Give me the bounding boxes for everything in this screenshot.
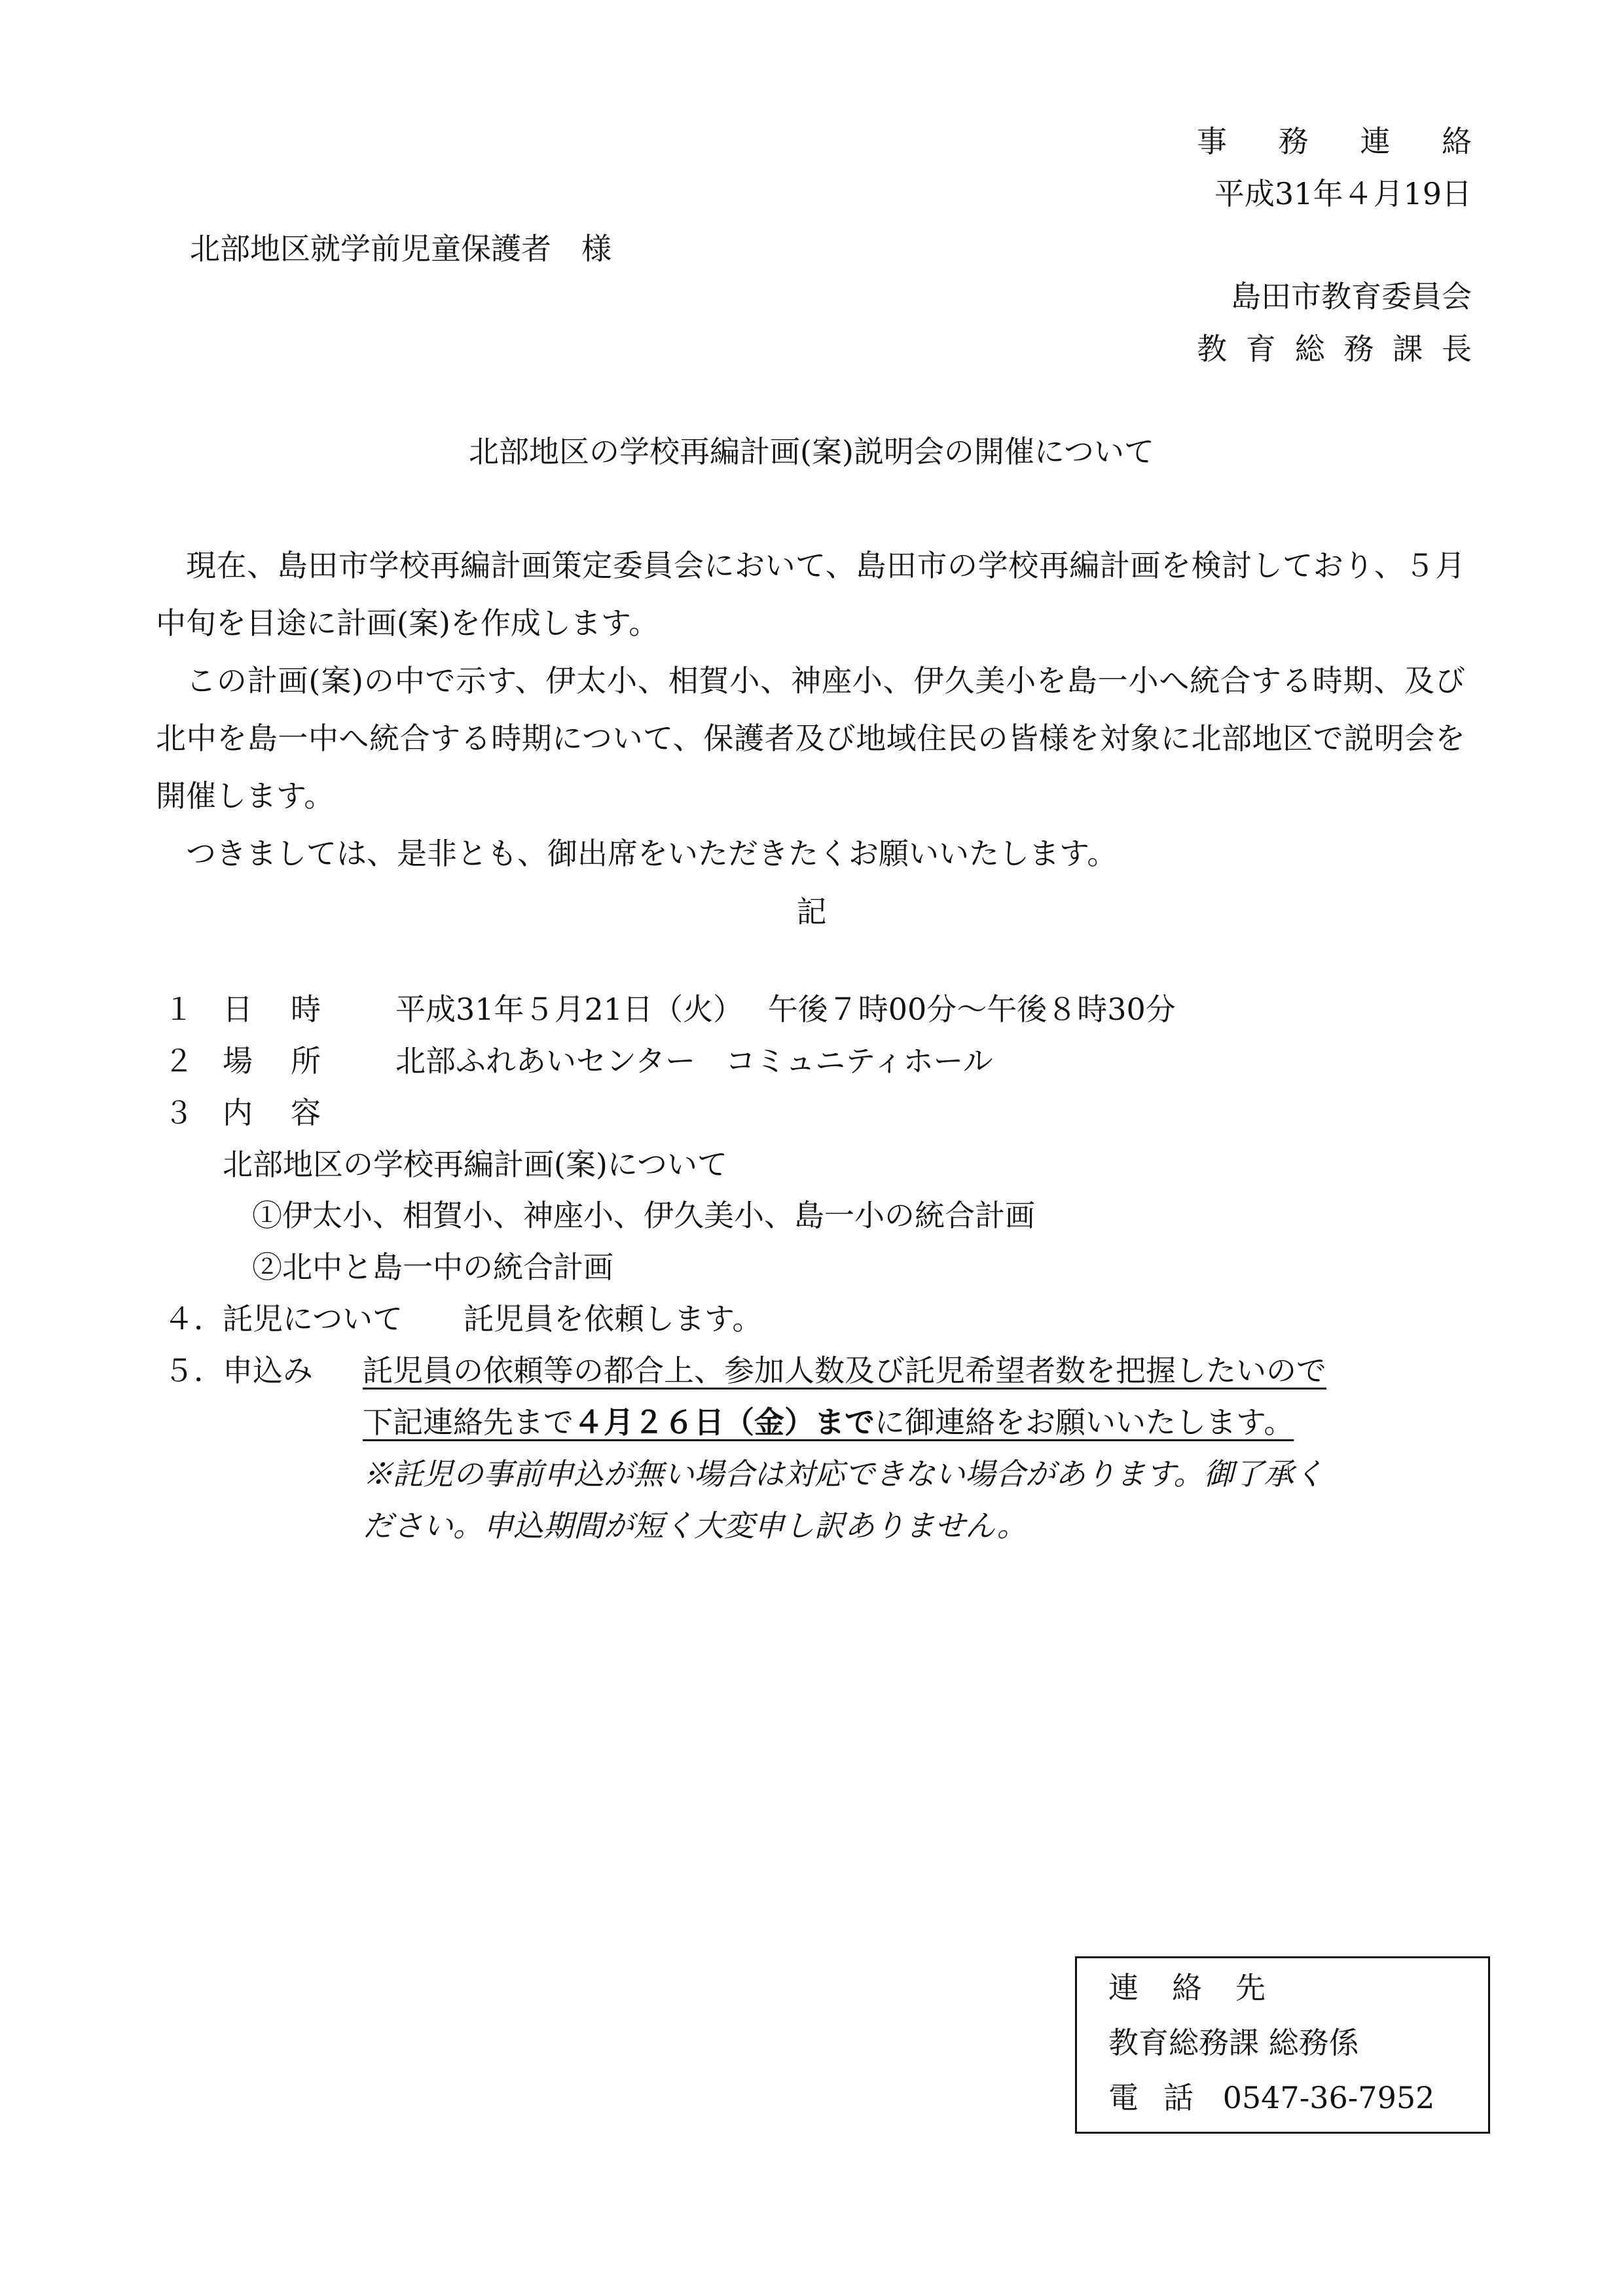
- deadline-date: ４月２６日（金）まで: [574, 1405, 875, 1440]
- item-number: ２: [164, 1043, 194, 1079]
- dept-char: 育: [1245, 331, 1276, 367]
- item-value: 平成31年５月21日（火） 午後７時00分～午後８時30分: [395, 992, 1176, 1027]
- dept-char: 総: [1294, 331, 1325, 367]
- doc-type-char: 連: [1360, 124, 1391, 159]
- body-text: [156, 537, 1465, 882]
- item-number: １: [164, 992, 194, 1027]
- item-label: [223, 1043, 321, 1079]
- body-paragraph: この計画(案)の中で示す、伊太小、相賀小、神座小、伊久美小を島一小へ統合する時期、及び北中を島一中へ統合する時期について、保護者及び地域住民の皆様を対象に北部地区で説明会を開催します。: [156, 663, 1465, 814]
- content-sub-2: ②北中と島一中の統合計画: [252, 1249, 613, 1285]
- phone-label-char: 電: [1108, 2080, 1139, 2115]
- contact-title-char: 絡: [1172, 1970, 1202, 2005]
- dept-char: 長: [1441, 331, 1472, 367]
- contact-box: [1075, 1956, 1490, 2134]
- deadline-suffix: に御連絡をお願いいたします。: [875, 1405, 1294, 1440]
- item-label: 託児について: [223, 1301, 403, 1336]
- phone-label: [1108, 2080, 1194, 2115]
- item-label: 申込み: [223, 1353, 313, 1388]
- content-sub-1: ①伊太小、相賀小、神座小、伊久美小、島一小の統合計画: [252, 1198, 1035, 1233]
- item-number: ３: [164, 1095, 194, 1130]
- label-char: 容: [291, 1095, 321, 1130]
- label-char: 場: [223, 1043, 253, 1079]
- item-label: [223, 992, 321, 1027]
- phone-label-char: 話: [1163, 2080, 1194, 2115]
- item-label: [223, 1095, 321, 1130]
- item-value: 北部ふれあいセンター コミュニティホール: [395, 1043, 993, 1079]
- body-paragraph: つきましては、是非とも、御出席をいただきたくお願いいたします。: [186, 836, 1118, 871]
- contact-title: [1108, 1970, 1266, 2005]
- body-paragraph: 現在、島田市学校再編計画策定委員会において、島田市の学校再編計画を検討しており、５月中旬を目途に計画(案)を作成します。: [156, 548, 1465, 641]
- item-value: 託児員を依頼します。: [464, 1301, 763, 1336]
- ki-heading: 記: [796, 894, 827, 929]
- contact-phone-row: [1108, 2080, 1435, 2115]
- label-char: 内: [223, 1095, 253, 1130]
- application-line-2: [363, 1405, 1294, 1440]
- document-title: 北部地区の学校再編計画(案)説明会の開催について: [469, 434, 1154, 469]
- contact-title-char: 先: [1235, 1970, 1266, 2005]
- addressee: 北部地区就学前児童保護者 様: [190, 231, 611, 266]
- item-number: ５．: [164, 1353, 224, 1388]
- label-char: 所: [291, 1043, 321, 1079]
- phone-number: 0547-36-7952: [1222, 2080, 1435, 2115]
- document-type: [1197, 124, 1472, 159]
- dept-char: 教: [1197, 331, 1227, 367]
- issuer-dept: [1197, 331, 1472, 367]
- label-char: 日: [223, 992, 253, 1027]
- doc-type-char: 務: [1278, 124, 1309, 159]
- contact-title-char: 連: [1108, 1970, 1139, 2005]
- deadline-prefix: 下記連絡先まで: [363, 1405, 574, 1440]
- application-note-1: ※託児の事前申込が無い場合は対応できない場合があります。御了承く: [363, 1456, 1324, 1492]
- label-char: 時: [291, 992, 321, 1027]
- dept-char: 課: [1393, 331, 1423, 367]
- contact-section: 教育総務課 総務係: [1108, 2025, 1359, 2060]
- issuer-org: 島田市教育委員会: [1231, 279, 1472, 314]
- application-line-1: 託児員の依頼等の都合上、参加人数及び託児希望者数を把握したいので: [363, 1353, 1326, 1388]
- document-date: 平成31年４月19日: [1214, 176, 1472, 211]
- dept-char: 務: [1343, 331, 1374, 367]
- doc-type-char: 絡: [1441, 124, 1472, 159]
- content-heading: 北部地区の学校再編計画(案)について: [223, 1147, 727, 1182]
- application-note-2: ださい。申込期間が短く大変申し訳ありません。: [363, 1508, 1027, 1543]
- item-number: ４．: [164, 1301, 224, 1336]
- doc-type-char: 事: [1197, 124, 1227, 159]
